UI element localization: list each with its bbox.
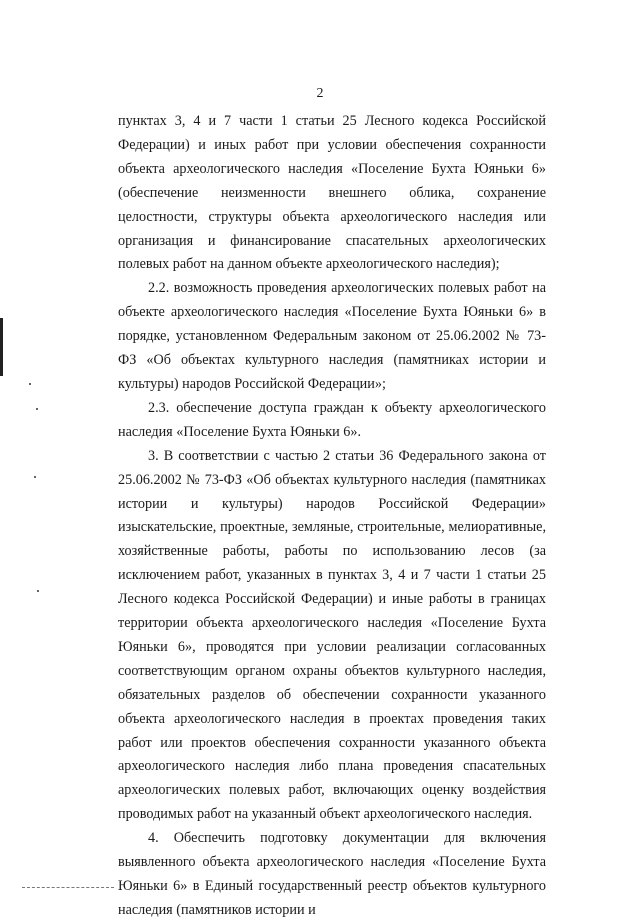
paragraph-3: 3. В соответствии с частью 2 статьи 36 Федерального закона от 25.06.2002 № 73-ФЗ «Об объектах культурного наследия (памятниках истории и культуры) народов Российской Федерации» изыскательские, проектные, земляные, строительные, мелиоративные, хозяйственные работы, работы по использованию лесов (за исключением работ, указанных в пунктах 3, 4 и 7 части 1 статьи 25 Лесного кодекса Российской Федерации) и иные работы в границах территории объекта археологического наследия «Поселение Бухта Юяньки 6», проводятся при условии реализации согласованных соответствующим органом охраны объектов культурного наследия, обязательных разделов об обеспечении сохранности указанного объекта археологического наследия в проектах проведения таких работ или проектов обеспечения сохранности указанного объекта археологического наследия либо плана проведения спасательных археологических полевых работ, включающих оценку воздействия проводимых работ на указанный объект археологического наследия. bbox=[118, 447, 546, 823]
scan-speck bbox=[29, 383, 31, 385]
paragraph-2-2: 2.2. возможность проведения археологических полевых работ на объекте археологического наследия «Поселение Бухта Юяньки 6» в порядке, установленном Федеральным законом от 25.06.2002 № 73-ФЗ «Об объектах культурного наследия (памятниках истории и культуры) народов Российской Федерации»; bbox=[118, 280, 546, 392]
document-body bbox=[118, 110, 546, 923]
page-number: 2 bbox=[316, 86, 324, 101]
scan-edge-mark bbox=[0, 318, 3, 376]
scan-speck bbox=[36, 408, 38, 410]
scan-speck bbox=[37, 590, 39, 592]
paragraph-4: 4. Обеспечить подготовку документации для включения выявленного объекта археологического наследия «Поселение Бухта Юяньки 6» в Единый государственный реестр объектов культурного наследия (памятников истории и bbox=[118, 830, 546, 918]
scan-bottom-line bbox=[22, 887, 114, 888]
paragraph-continuation: пунктах 3, 4 и 7 части 1 статьи 25 Лесного кодекса Российской Федерации) и иных работ при условии обеспечения сохранности объекта археологического наследия «Поселение Бухта Юяньки 6» (обеспечение неизменности внешнего облика, сохранение целостности, структуры объекта археологического наследия или организация и финансирование спасательных археологических полевых работ на данном объекте археологического наследия); bbox=[118, 113, 546, 273]
paragraph-2-3: 2.3. обеспечение доступа граждан к объекту археологического наследия «Поселение Бухта Юяньки 6». bbox=[118, 399, 546, 440]
scan-speck bbox=[34, 476, 36, 478]
